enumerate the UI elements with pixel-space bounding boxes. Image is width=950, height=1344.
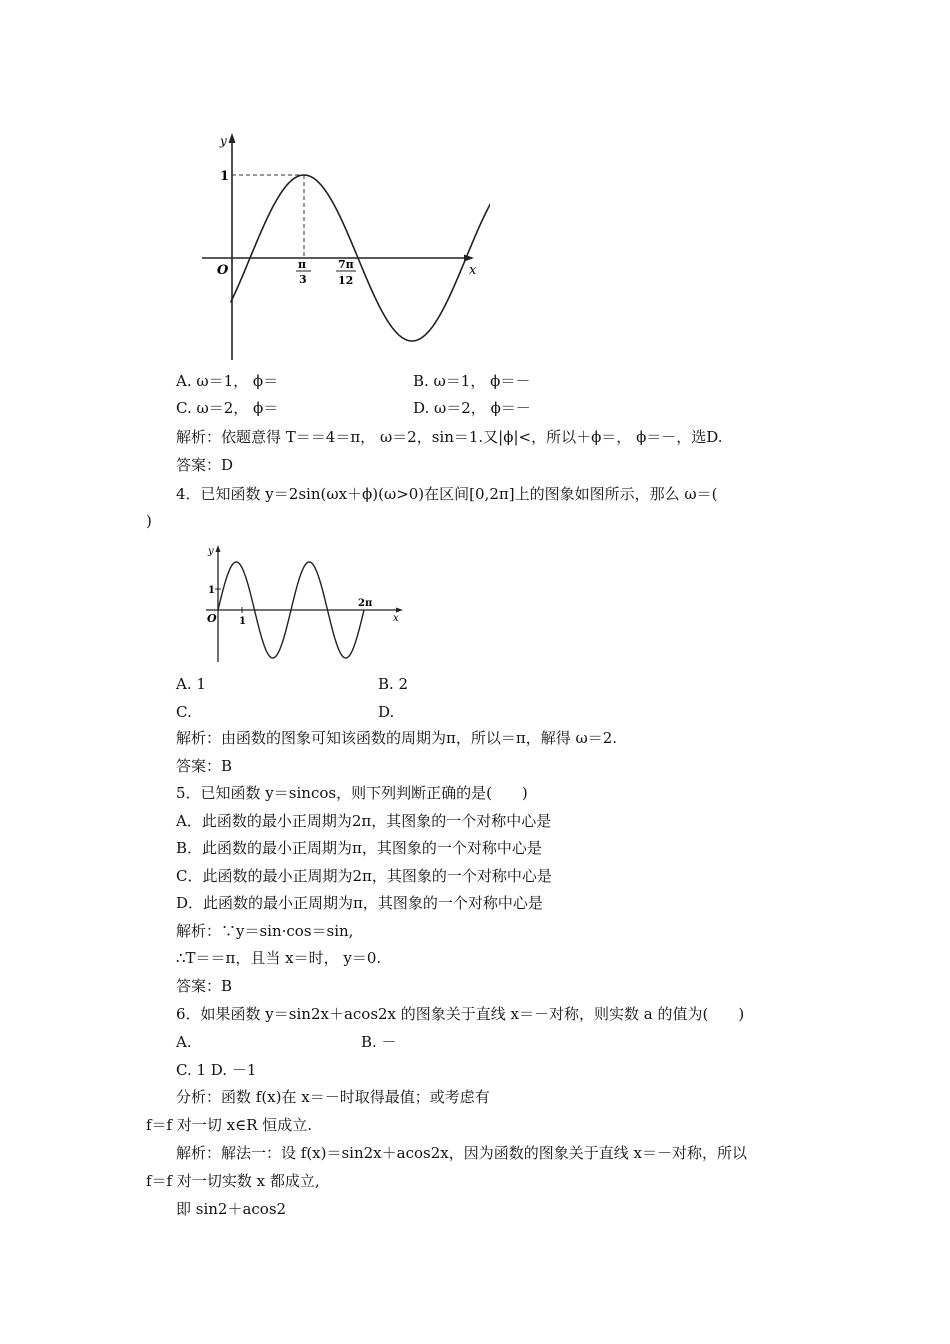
- q5-option-d: D．此函数的最小正周期为π，其图象的一个对称中心是: [176, 894, 543, 912]
- q6-stem: 6．如果函数 y＝sin2x＋acos2x 的图象关于直线 x＝－对称，则实数 a 的值为( ): [176, 1005, 745, 1023]
- q4-option-b: B. 2: [378, 675, 409, 693]
- q6-note-1: 分析：函数 f(x)在 x＝－时取得最值；或考虑有: [176, 1088, 490, 1106]
- y-axis-arrow: [229, 133, 236, 143]
- q3-option-a: A. ω＝1， ϕ＝: [176, 372, 279, 390]
- q5-stem: 5．已知函数 y＝sincos，则下列判断正确的是( ): [176, 784, 528, 802]
- q6-option-c-d: C. 1 D. －1: [176, 1061, 257, 1079]
- q4-option-d: D.: [378, 703, 395, 721]
- q4-analysis: 解析：由函数的图象可知该函数的周期为π，所以＝π，解得 ω＝2.: [176, 729, 618, 747]
- q4-stem: 4．已知函数 y＝2sin(ωx＋ϕ)(ω>0)在区间[0,2π]上的图象如图所示，那么 ω＝(: [176, 485, 718, 503]
- x-axis-arrow: [396, 608, 403, 613]
- tick-7pi-over-12-den: 12: [338, 274, 354, 287]
- q5-analysis-2: ∴T＝＝π，且当 x＝时， y＝0.: [176, 949, 382, 967]
- x-axis-label: x: [469, 263, 477, 278]
- y-one-label: 1: [208, 585, 215, 596]
- q4-option-a: A. 1: [176, 675, 206, 693]
- q5-option-c: C．此函数的最小正周期为2π，其图象的一个对称中心是: [176, 867, 552, 885]
- origin-label: O: [207, 612, 217, 625]
- q5-option-b: B．此函数的最小正周期为π，其图象的一个对称中心是: [176, 839, 542, 857]
- q5-analysis-1: 解析：∵y＝sin·cos＝sin,: [176, 922, 354, 940]
- origin-label: O: [217, 263, 229, 278]
- y-axis-label: y: [220, 134, 227, 148]
- sine-graph-figure-1: [190, 125, 490, 365]
- q3-option-d: D. ω＝2， ϕ＝－: [413, 399, 531, 417]
- q6-option-a: A.: [176, 1033, 192, 1051]
- q4-answer: 答案：B: [176, 757, 233, 775]
- y-tick-one: 1: [220, 169, 230, 184]
- q6-analysis-1: 解析：解法一：设 f(x)＝sin2x＋acos2x，因为函数的图象关于直线 x＝－对称，所以: [176, 1144, 747, 1162]
- q3-option-b: B. ω＝1， ϕ＝－: [413, 372, 531, 390]
- q3-analysis: 解析：依题意得 T＝＝4＝π， ω＝2，sin＝1.又|ϕ|<，所以＋ϕ＝， ϕ＝－，选D.: [176, 428, 723, 446]
- q3-answer: 答案：D: [176, 456, 234, 474]
- q4-stem-end: ): [146, 512, 152, 530]
- q6-analysis-3: 即 sin2＋acos2: [176, 1200, 287, 1218]
- q3-option-c: C. ω＝2， ϕ＝: [176, 399, 279, 417]
- q5-answer: 答案：B: [176, 977, 233, 995]
- q6-note-2: f＝f 对一切 x∈R 恒成立.: [146, 1116, 313, 1134]
- q5-option-a: A．此函数的最小正周期为2π，其图象的一个对称中心是: [176, 812, 552, 830]
- two-pi-label: 2π: [358, 598, 373, 609]
- y-axis-label: y: [208, 546, 214, 557]
- q6-analysis-2: f＝f 对一切实数 x 都成立,: [146, 1172, 320, 1190]
- x-one-label: 1: [239, 616, 246, 627]
- tick-pi-over-3-den: 3: [299, 273, 307, 286]
- q4-option-c: C.: [176, 703, 192, 721]
- q6-option-b: B. －: [361, 1033, 397, 1051]
- tick-7pi-over-12-num: 7π: [338, 258, 354, 271]
- sine-graph-figure-2: [200, 540, 410, 665]
- y-axis-arrow: [216, 545, 221, 552]
- tick-pi-over-3-num: π: [298, 258, 307, 271]
- x-axis-label: x: [393, 613, 399, 624]
